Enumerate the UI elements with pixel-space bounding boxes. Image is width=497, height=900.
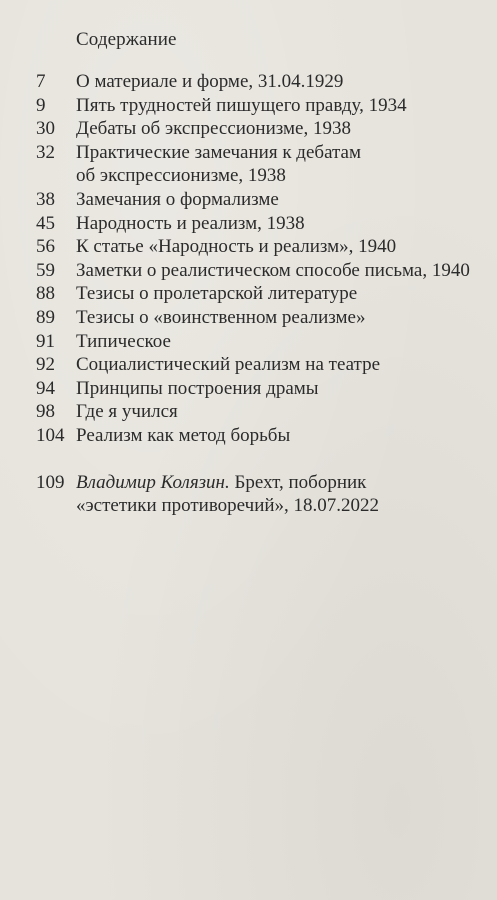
toc-entry (36, 259, 486, 283)
entry-title-line: «эстетики противоречий», 18.07.2022 (76, 495, 380, 517)
toc-entry (36, 306, 486, 330)
entry-title: Где я учился (76, 401, 178, 423)
toc-entry (36, 377, 486, 401)
toc-entry (36, 94, 486, 118)
entry-title: Заметки о реалистическом способе письма, 1940 (76, 259, 470, 281)
page-number: 30 (36, 118, 55, 140)
toc-entry (36, 400, 486, 424)
toc-entry-afterword (36, 471, 486, 518)
page-number: 88 (36, 283, 55, 305)
entry-title-part: Брехт, поборник (229, 471, 367, 493)
page-number: 7 (36, 71, 46, 92)
page-number: 38 (36, 188, 55, 210)
page-number: 32 (36, 141, 55, 163)
entry-title-line (76, 471, 486, 495)
entry-title: Реализм как метод борьбы (76, 424, 291, 446)
toc-entry (36, 212, 486, 236)
entry-title: Принципы построения драмы (76, 377, 319, 399)
page-number: 98 (36, 401, 55, 423)
toc-entry (36, 235, 486, 259)
entry-title: К статье «Народность и реализм», 1940 (76, 236, 397, 258)
toc-entry (36, 141, 486, 188)
section-spacer (36, 448, 486, 471)
page-number: 56 (36, 236, 55, 258)
entry-title-line: об экспрессионизме, 1938 (76, 165, 286, 187)
page-number: 59 (36, 259, 55, 281)
toc-entry (36, 188, 486, 212)
toc-entry (36, 424, 486, 448)
entry-title: О материале и форме, 31.04.1929 (76, 71, 344, 92)
author-name: Владимир Колязин. (76, 471, 230, 493)
entry-title: Социалистический реализм на театре (76, 354, 381, 376)
table-of-contents (36, 70, 486, 518)
page-number: 109 (36, 471, 65, 493)
entry-title: Тезисы о пролетарской литературе (76, 283, 358, 305)
toc-entry (36, 282, 486, 306)
entry-title (76, 141, 486, 188)
entry-title: Народность и реализм, 1938 (76, 212, 305, 234)
page-number: 94 (36, 377, 55, 399)
toc-entry (36, 353, 486, 377)
entry-title-line: Практические замечания к дебатам (76, 141, 361, 163)
entry-title: Типическое (76, 330, 171, 352)
page-title: Содержание (76, 29, 177, 50)
page-number: 92 (36, 354, 55, 376)
toc-entry (36, 330, 486, 354)
page-number: 104 (36, 424, 65, 446)
page-number: 9 (36, 94, 46, 116)
entry-title (76, 471, 486, 518)
page-number: 91 (36, 330, 55, 352)
toc-entry (36, 117, 486, 141)
entry-title: Тезисы о «воинственном реализме» (76, 306, 366, 328)
toc-entry (36, 70, 486, 94)
entry-title: Замечания о формализме (76, 188, 279, 210)
page-number: 89 (36, 306, 55, 328)
entry-title: Пять трудностей пишущего правду, 1934 (76, 94, 407, 116)
entry-title: Дебаты об экспрессионизме, 1938 (76, 118, 351, 140)
page-number: 45 (36, 212, 55, 234)
